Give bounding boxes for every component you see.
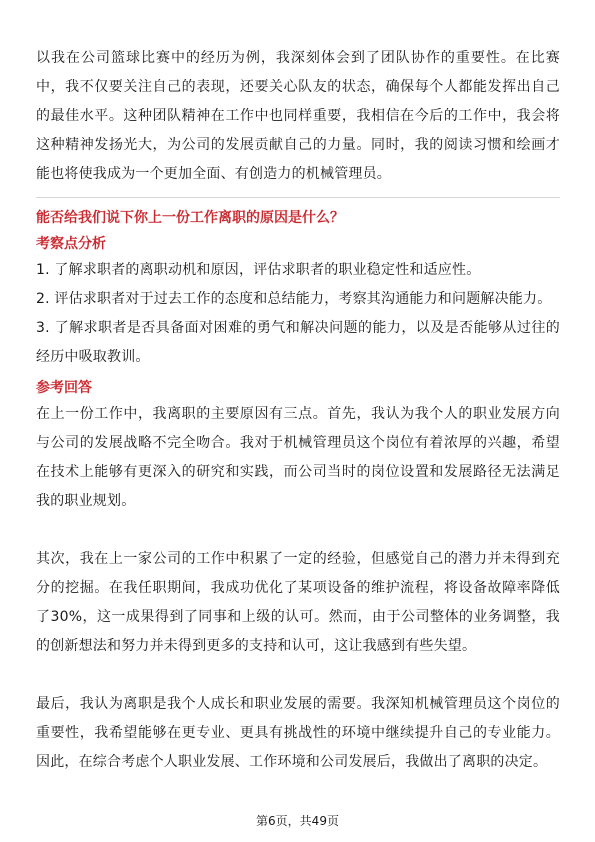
interview-question: 能否给我们说下你上一份工作离职的原因是什么？ — [36, 210, 344, 226]
analysis-item: 2. 评估求职者对于过去工作的态度和总结能力，考察其沟通能力和问题解决能力。 — [36, 291, 552, 307]
paragraph-spacer — [36, 661, 560, 690]
page-number: 第6页，共49页 — [256, 814, 339, 828]
analysis-title: 考察点分析 — [36, 236, 106, 252]
section-divider — [36, 197, 560, 198]
analysis-item: 1. 了解求职者的离职动机和原因，评估求职者的职业稳定性和适应性。 — [36, 262, 481, 278]
answer-title: 参考回答 — [36, 380, 92, 396]
answer-paragraph: 其次，我在上一家公司的工作中积累了一定的经验，但感觉自己的潜力并未得到充分的挖掘。在我任职期间，我成功优化了某项设备的维护流程，将设备故障率降低了30%，这一成果得到了同事和上级的认可。然而，由于公司整体的业务调整，我的创新想法和努力并未得到更多的支持和认可，这让我感到有些失望。 — [36, 551, 560, 654]
answer-paragraph: 在上一份工作中，我离职的主要原因有三点。首先，我认为我个人的职业发展方向与公司的发展战略不完全吻合。我对于机械管理员这个岗位有着浓厚的兴趣，希望在技术上能够有更深入的研究和实践，而公司当时的岗位设置和发展路径无法满足我的职业规划。 — [36, 406, 560, 509]
intro-paragraph: 以我在公司篮球比赛中的经历为例，我深刻体会到了团队协作的重要性。在比赛中，我不仅要关注自己的表现，还要关心队友的状态，确保每个人都能发挥出自己的最佳水平。这种团队精神在工作中也同样重要，我相信在今后的工作中，我会将这种精神发扬光大，为公司的发展贡献自己的力量。同时，我的阅读习惯和绘画才能也将使我成为一个更加全面、有创造力的机械管理员。 — [36, 50, 560, 182]
paragraph-spacer — [36, 516, 560, 545]
answer-paragraph: 最后，我认为离职是我个人成长和职业发展的需要。我深知机械管理员这个岗位的重要性，我希望能够在更专业、更具有挑战性的环境中继续提升自己的专业能力。因此，在综合考虑个人职业发展、工作环境和公司发展后，我做出了离职的决定。 — [36, 696, 560, 770]
analysis-item: 3. 了解求职者是否具备面对困难的勇气和解决问题的能力，以及是否能够从过往的经历中吸取教训。 — [36, 320, 560, 365]
document-page — [36, 44, 560, 777]
